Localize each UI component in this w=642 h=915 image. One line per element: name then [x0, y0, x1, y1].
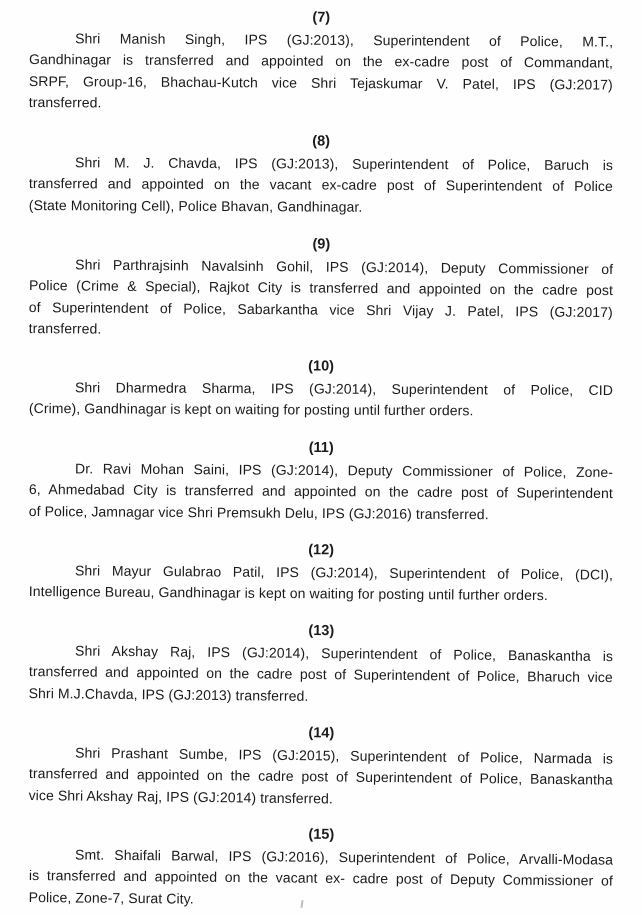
transfer-item-8 — [29, 130, 613, 219]
item-number: (10) — [308, 358, 335, 375]
transfer-item-12 — [29, 538, 613, 607]
item-line: transferred and appointed on the cadre post of Superintendent of Police, Banaskantha — [28, 764, 613, 788]
item-line: transferred and appointed on the cadre post of Superintendent of Police, Bharuch vice — [28, 662, 613, 686]
transfer-item-15 — [29, 822, 614, 914]
item-line: Shri Dharmedra Sharma, IPS (GJ:2014), Superintendent of Police, CID — [74, 378, 614, 398]
item-line: Shri M. J. Chavda, IPS (GJ:2013), Superintendent of Police, Baruch is — [75, 153, 614, 173]
item-line: Shri Prashant Sumbe, IPS (GJ:2015), Superintendent of Police, Narmada is — [75, 744, 614, 767]
item-line: Police (Crime & Special), Rajkot City is transferred and appointed on the cadre post — [28, 276, 614, 298]
item-line: Gandhinagar is transferred and appointed on the ex-cadre post of Commandant, — [28, 51, 614, 71]
item-line: Police, Zone-7, Surat City. — [28, 888, 194, 907]
item-number: (15) — [308, 826, 335, 843]
item-line: SRPF, Group-16, Bhachau-Kutch vice Shri Tejaskumar V. Patel, IPS (GJ:2017) — [28, 72, 613, 93]
item-line: Dr. Ravi Mohan Saini, IPS (GJ:2014), Deputy Commissioner of Police, Zone- — [75, 459, 614, 480]
item-number: (13) — [308, 622, 335, 640]
item-line: Smt. Shaifali Barwal, IPS (GJ:2016), Superintendent of Police, Arvalli-Modasa — [75, 845, 614, 868]
transfer-item-13 — [29, 618, 614, 710]
item-number: (9) — [312, 235, 331, 253]
item-line: transferred. — [28, 319, 102, 337]
item-line: vice Shri Akshay Raj, IPS (GJ:2014) transferred. — [28, 786, 334, 806]
item-line: of Superintendent of Police, Sabarkantha vice Shri Vijay J. Patel, IPS (GJ:2017) — [28, 297, 613, 320]
transfer-item-9 — [29, 232, 614, 345]
item-line: is transferred and appointed on the vacant ex- cadre post of Deputy Commissioner of — [28, 866, 613, 889]
transfer-item-14 — [29, 720, 614, 813]
item-line: transferred and appointed on the vacant ex-cadre post of Superintendent of Police — [28, 174, 613, 194]
item-line: (Crime), Gandhinagar is kept on waiting for posting until further orders. — [28, 399, 474, 419]
item-line: Shri Mayur Gulabrao Patil, IPS (GJ:2014), Superintendent of Police, (DCI), — [74, 561, 614, 582]
item-line: Shri M.J.Chavda, IPS (GJ:2013) transferred. — [28, 684, 309, 704]
transfer-item-7 — [29, 6, 614, 117]
item-line: transferred. — [28, 93, 102, 111]
transfer-item-11 — [29, 436, 614, 526]
item-number: (11) — [308, 439, 334, 456]
item-number: (12) — [308, 541, 335, 558]
item-number: (14) — [308, 725, 335, 742]
item-line: Intelligence Bureau, Gandhinagar is kept on waiting for posting until further orders. — [28, 582, 548, 603]
item-line: Shri Manish Singh, IPS (GJ:2013), Superintendent of Police, M.T., — [75, 29, 614, 50]
item-line: (State Monitoring Cell), Police Bhavan, Gandhinagar. — [28, 195, 363, 214]
item-line: 6, Ahmedabad City is transferred and appointed on the cadre post of Superintendent — [28, 480, 613, 501]
transfer-item-10 — [29, 355, 613, 423]
item-number: (7) — [312, 9, 331, 26]
item-line: of Police, Jamnagar vice Shri Premsukh Delu, IPS (GJ:2016) transferred. — [28, 501, 489, 522]
item-line: Shri Parthrajsinh Navalsinh Gohil, IPS (GJ:2014), Deputy Commissioner of — [75, 255, 614, 277]
item-number: (8) — [312, 132, 331, 150]
item-line: Shri Akshay Raj, IPS (GJ:2014), Superintendent of Police, Banaskantha is — [75, 641, 614, 664]
